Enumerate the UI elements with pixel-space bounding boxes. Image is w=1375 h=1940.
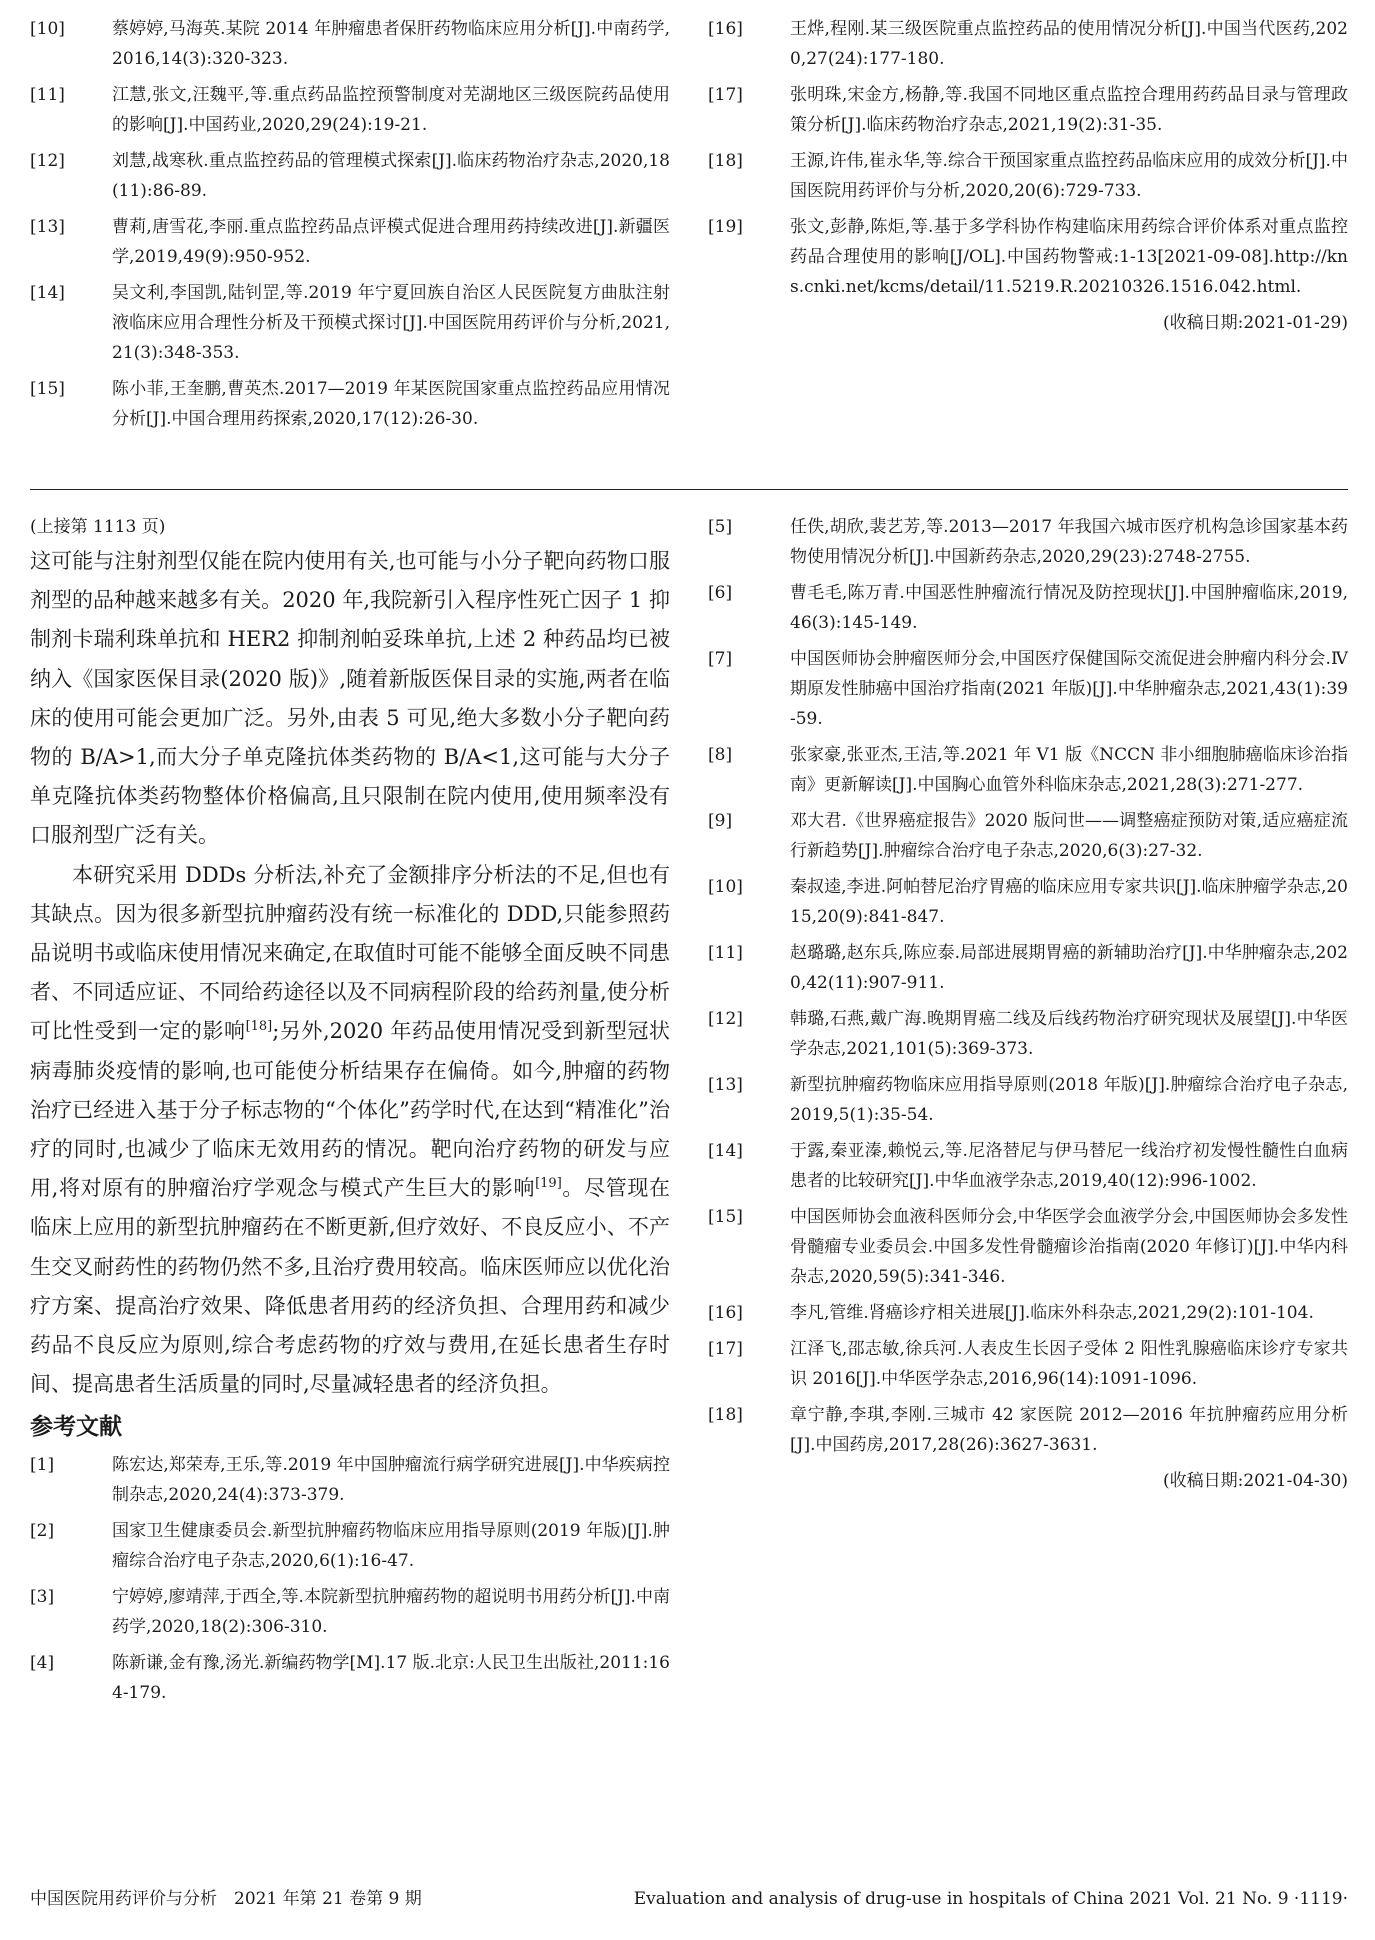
reference-item: [13] 曹莉,唐雪花,李丽.重点监控药品点评模式促进合理用药持续改进[J].新疆医学,2019,49(9):950-952. <box>30 217 670 267</box>
reference-item: [15] 中国医师协会血液科医师分会,中华医学会血液学分会,中国医师协会多发性骨髓瘤专业委员会.中国多发性骨髓瘤诊治指南(2020 年修订)[J].中华内科杂志,2020,59(5):341-346. <box>708 1207 1348 1287</box>
reference-item: [13] 新型抗肿瘤药物临床应用指导原则(2018 年版)[J].肿瘤综合治疗电子杂志,2019,5(1):35-54. <box>708 1075 1348 1125</box>
section-divider <box>30 489 1348 490</box>
reference-item: [9] 邓大君.《世界癌症报告》2020 版问世——调整癌症预防对策,适应癌症流行新趋势[J].肿瘤综合治疗电子杂志,2020,6(3):27-32. <box>708 811 1348 861</box>
reference-item: [1] 陈宏达,郑荣寿,王乐,等.2019 年中国肿瘤流行病学研究进展[J].中华疾病控制杂志,2020,24(4):373-379. <box>30 1455 670 1506</box>
received-date: (收稿日期:2021-01-29) <box>1162 313 1348 333</box>
reference-item: [16] 李凡,管维.肾癌诊疗相关进展[J].临床外科杂志,2021,29(2):101-104. <box>708 1303 1314 1323</box>
reference-item: [6] 曹毛毛,陈万青.中国恶性肿瘤流行情况及防控现状[J].中国肿瘤临床,2019,46(3):145-149. <box>708 583 1348 633</box>
reference-item: [2] 国家卫生健康委员会.新型抗肿瘤药物临床应用指导原则(2019 年版)[J].肿瘤综合治疗电子杂志,2020,6(1):16-47. <box>30 1521 670 1572</box>
reference-item: [5] 任佚,胡欣,裴艺芳,等.2013—2017 年我国六城市医疗机构急诊国家基本药物使用情况分析[J].中国新药杂志,2020,29(23):2748-2755. <box>708 517 1348 567</box>
citation-superscript: [19] <box>535 1176 562 1192</box>
reference-item: [7] 中国医师协会肿瘤医师分会,中国医疗保健国际交流促进会肿瘤内科分会.Ⅳ期原发性肺癌中国治疗指南(2021 年版)[J].中华肿瘤杂志,2021,43(1):39-59. <box>708 649 1348 729</box>
references-heading: 参考文献 <box>30 1414 122 1441</box>
reference-item: [14] 吴文利,李国凯,陆钊罡,等.2019 年宁夏回族自治区人民医院复方曲肽注射液临床应用合理性分析及干预模式探讨[J].中国医院用药评价与分析,2021,21(3):348-353. <box>30 283 670 363</box>
reference-item: [18] 王源,许伟,崔永华,等.综合干预国家重点监控药品临床应用的成效分析[J].中国医院用药评价与分析,2020,20(6):729-733. <box>708 151 1348 201</box>
received-date: (收稿日期:2021-04-30) <box>1162 1471 1348 1491</box>
reference-item: [10] 蔡婷婷,马海英.某院 2014 年肿瘤患者保肝药物临床应用分析[J].中南药学,2016,14(3):320-323. <box>30 19 670 69</box>
reference-item: [15] 陈小菲,王奎鹏,曹英杰.2017—2019 年某医院国家重点监控药品应用情况分析[J].中国合理用药探索,2020,17(12):26-30. <box>30 379 670 429</box>
reference-item: [14] 于露,秦亚溱,赖悦云,等.尼洛替尼与伊马替尼一线治疗初发慢性髓性白血病患者的比较研究[J].中华血液学杂志,2019,40(12):996-1002. <box>708 1141 1348 1191</box>
reference-item: [10] 秦叔逵,李进.阿帕替尼治疗胃癌的临床应用专家共识[J].临床肿瘤学杂志,2015,20(9):841-847. <box>708 877 1348 927</box>
reference-item: [8] 张家豪,张亚杰,王洁,等.2021 年 V1 版《NCCN 非小细胞肺癌临床诊治指南》更新解读[J].中国胸心血管外科临床杂志,2021,28(3):271-277. <box>708 745 1348 795</box>
reference-item: [11] 赵璐璐,赵东兵,陈应泰.局部进展期胃癌的新辅助治疗[J].中华肿瘤杂志,2020,42(11):907-911. <box>708 943 1348 993</box>
reference-item: [19] 张文,彭静,陈炬,等.基于多学科协作构建临床用药综合评价体系对重点监控药品合理使用的影响[J/OL].中国药物警戒:1-13[2021-09-08].http://kns.cnki.net/kcms/detail/11.5219.R.20210326.1516.042.html. <box>708 217 1348 297</box>
reference-item: [12] 刘慧,战寒秋.重点监控药品的管理模式探索[J].临床药物治疗杂志,2020,18(11):86-89. <box>30 151 670 201</box>
reference-item: [11] 江慧,张文,汪魏平,等.重点药品监控预警制度对芜湖地区三级医院药品使用的影响[J].中国药业,2020,29(24):19-21. <box>30 85 670 135</box>
bottom-right-references <box>708 512 1348 1496</box>
bottom-left-column <box>30 512 670 1714</box>
footer-journal-cn: 中国医院用药评价与分析 2021 年第 21 卷第 9 期 <box>30 1889 422 1909</box>
top-left-references <box>30 14 670 440</box>
reference-item: [16] 王烨,程刚.某三级医院重点监控药品的使用情况分析[J].中国当代医药,2020,27(24):177-180. <box>708 19 1348 69</box>
citation-superscript: [18] <box>245 1019 273 1035</box>
reference-item: [12] 韩璐,石燕,戴广海.晚期胃癌二线及后线药物治疗研究现状及展望[J].中华医学杂志,2021,101(5):369-373. <box>708 1009 1348 1059</box>
continuation-note: (上接第 1113 页) <box>30 517 166 537</box>
top-right-references <box>708 14 1348 338</box>
reference-item: [4] 陈新谦,金有豫,汤光.新编药物学[M].17 版.北京:人民卫生出版社,2011:164-179. <box>30 1653 670 1704</box>
footer-journal-en: Evaluation and analysis of drug-use in hospitals of China 2021 Vol. 21 No. 9 ·1119· <box>633 1889 1348 1909</box>
reference-item: [18] 章宁静,李琪,李刚.三城市 42 家医院 2012—2016 年抗肿瘤药应用分析[J].中国药房,2017,28(26):3627-3631. <box>708 1405 1348 1455</box>
body-paragraph: 本研究采用 DDDs 分析法,补充了金额排序分析法的不足,但也有其缺点。因为很多新型抗肿瘤药没有统一标准化的 DDD,只能参照药品说明书或临床使用情况来确定,在取值时可能不能够全面反映不同患者、不同适应证、不同给药途径以及不同病程阶段的给药剂量,使分析可比性受到一定的影响[18];另外,2020 年药品使用情况受到新型冠状病毒肺炎疫情的影响,也可能使分析结果存在偏倚。如今,肿瘤的药物治疗已经进入基于分子标志物的“个体化”药学时代,在达到“精准化”治疗的同时,也减少了临床无效用药的情况。靶向治疗药物的研发与应用,将对原有的肿瘤治疗学观念与模式产生巨大的影响[19]。尽管现在临床上应用的新型抗肿瘤药在不断更新,但疗效好、不良反应小、不产生交叉耐药性的药物仍然不多,且治疗费用较高。临床医师应以优化治疗方案、提高治疗效果、降低患者用药的经济负担、合理用药和减少药品不良反应为原则,综合考虑药物的疗效与费用,在延长患者生存时间、提高患者生活质量的同时,尽量减轻患者的经济负担。 <box>30 862 671 1397</box>
body-paragraph: 这可能与注射剂型仅能在院内使用有关,也可能与小分子靶向药物口服剂型的品种越来越多有关。2020 年,我院新引入程序性死亡因子 1 抑制剂卡瑞利珠单抗和 HER2 抑制剂帕妥珠单抗,上述 2 种药品均已被纳入《国家医保目录(2020 版)》,随着新版医保目录的实施,两者在临床的使用可能会更加广泛。另外,由表 5 可见,绝大多数小分子靶向药物的 B/A>1,而大分子单克隆抗体类药物的 B/A<1,这可能与大分子单克隆抗体类药物整体价格偏高,且只限制在院内使用,使用频率没有口服剂型广泛有关。 <box>30 549 670 848</box>
reference-item: [17] 张明珠,宋金方,杨静,等.我国不同地区重点监控合理用药药品目录与管理政策分析[J].临床药物治疗杂志,2021,19(2):31-35. <box>708 85 1348 135</box>
reference-item: [17] 江泽飞,邵志敏,徐兵河.人表皮生长因子受体 2 阳性乳腺癌临床诊疗专家共识 2016[J].中华医学杂志,2016,96(14):1091-1096. <box>708 1339 1348 1389</box>
reference-item: [3] 宁婷婷,廖靖萍,于西全,等.本院新型抗肿瘤药物的超说明书用药分析[J].中南药学,2020,18(2):306-310. <box>30 1587 670 1638</box>
